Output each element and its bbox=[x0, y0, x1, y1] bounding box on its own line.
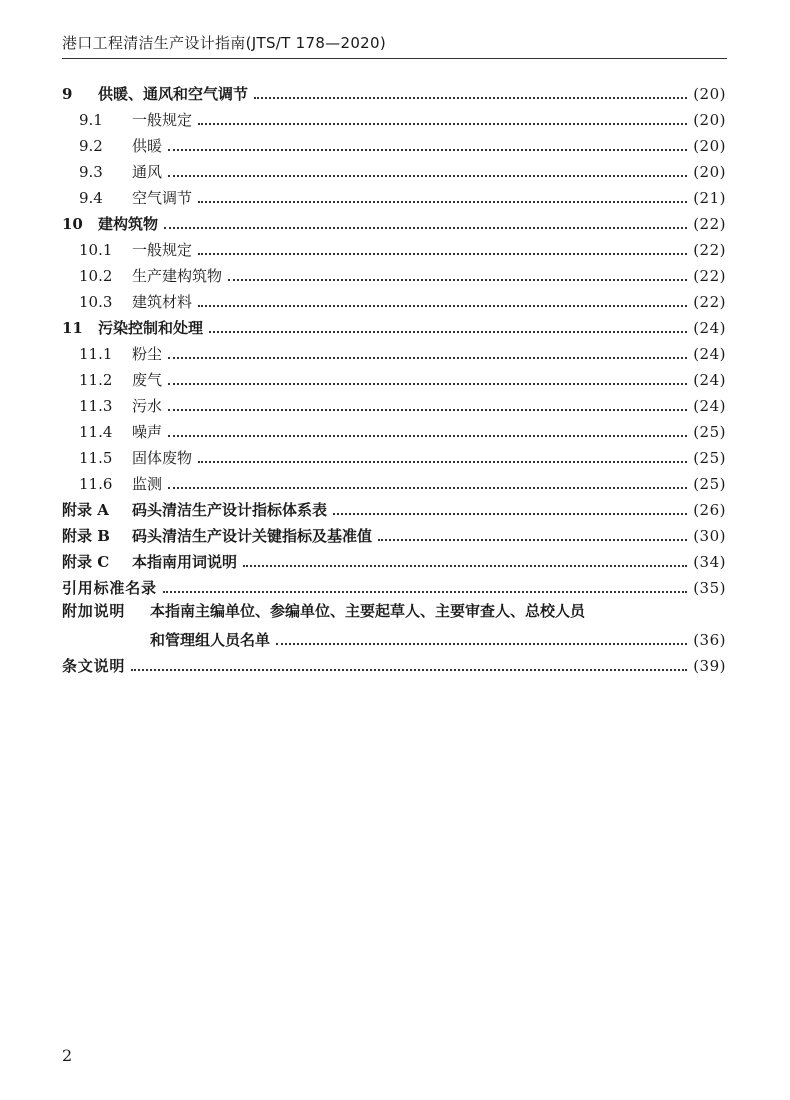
toc-number: 附录 C bbox=[62, 553, 110, 571]
toc-title: 废气 bbox=[132, 371, 163, 389]
toc-number: 11 bbox=[62, 319, 83, 337]
dot-leader bbox=[198, 201, 687, 203]
toc-number: 11.4 bbox=[79, 423, 113, 441]
toc-section-11-1[interactable] bbox=[62, 338, 726, 364]
toc-clause-explanation[interactable] bbox=[62, 650, 726, 676]
dot-leader bbox=[198, 305, 687, 307]
dot-leader bbox=[333, 513, 687, 515]
dot-leader bbox=[209, 331, 687, 333]
toc-title: 条文说明 bbox=[62, 657, 126, 675]
toc-page: (34) bbox=[693, 553, 726, 571]
dot-leader bbox=[168, 435, 687, 437]
toc-number: 9.4 bbox=[79, 189, 103, 207]
toc-page: (25) bbox=[693, 449, 726, 467]
toc-appendix-b[interactable] bbox=[62, 520, 726, 546]
toc-section-11-4[interactable] bbox=[62, 416, 726, 442]
toc-page: (22) bbox=[693, 241, 726, 259]
toc-page: (26) bbox=[693, 501, 726, 519]
toc-page: (24) bbox=[693, 319, 726, 337]
toc-title: 本指南用词说明 bbox=[132, 553, 238, 571]
running-header: 港口工程清洁生产设计指南(JTS/T 178—2020) bbox=[62, 32, 727, 59]
toc-page: (24) bbox=[693, 345, 726, 363]
toc-number: 11.5 bbox=[79, 449, 113, 467]
toc-number: 11.1 bbox=[79, 345, 113, 363]
toc-page: (22) bbox=[693, 215, 726, 233]
toc-title: 码头清洁生产设计指标体系表 bbox=[132, 501, 328, 519]
toc-page: (22) bbox=[693, 293, 726, 311]
toc-number: 9.2 bbox=[79, 137, 103, 155]
table-of-contents bbox=[62, 78, 726, 676]
toc-page: (20) bbox=[693, 163, 726, 181]
dot-leader bbox=[228, 279, 687, 281]
dot-leader bbox=[168, 487, 687, 489]
toc-title: 监测 bbox=[132, 475, 163, 493]
toc-section-9-4[interactable] bbox=[62, 182, 726, 208]
dot-leader bbox=[168, 409, 687, 411]
toc-page: (21) bbox=[693, 189, 726, 207]
toc-section-9-2[interactable] bbox=[62, 130, 726, 156]
dot-leader bbox=[198, 461, 687, 463]
toc-title: 供暖、通风和空气调节 bbox=[98, 85, 249, 103]
toc-title: 生产建构筑物 bbox=[132, 267, 223, 285]
toc-page: (20) bbox=[693, 111, 726, 129]
toc-number: 9 bbox=[62, 85, 73, 103]
dot-leader bbox=[254, 97, 687, 99]
toc-title-line-2: 和管理组人员名单 bbox=[150, 631, 271, 649]
toc-number: 附加说明 bbox=[62, 602, 126, 620]
toc-title: 噪声 bbox=[132, 423, 163, 441]
toc-page: (20) bbox=[693, 137, 726, 155]
toc-number: 10.1 bbox=[79, 241, 113, 259]
toc-page: (24) bbox=[693, 397, 726, 415]
toc-title: 一般规定 bbox=[132, 111, 193, 129]
toc-section-11-6[interactable] bbox=[62, 468, 726, 494]
toc-title: 空气调节 bbox=[132, 189, 193, 207]
toc-chapter-10[interactable] bbox=[62, 208, 726, 234]
toc-page: (24) bbox=[693, 371, 726, 389]
toc-section-9-1[interactable] bbox=[62, 104, 726, 130]
toc-section-11-2[interactable] bbox=[62, 364, 726, 390]
toc-page: (39) bbox=[693, 657, 726, 675]
toc-section-11-5[interactable] bbox=[62, 442, 726, 468]
toc-chapter-9[interactable] bbox=[62, 78, 726, 104]
dot-leader bbox=[168, 357, 687, 359]
toc-title: 固体废物 bbox=[132, 449, 193, 467]
toc-title: 污水 bbox=[132, 397, 163, 415]
dot-leader bbox=[168, 383, 687, 385]
toc-title: 通风 bbox=[132, 163, 163, 181]
dot-leader bbox=[131, 669, 687, 671]
toc-referenced-standards[interactable] bbox=[62, 572, 726, 598]
toc-number: 11.2 bbox=[79, 371, 113, 389]
toc-page: (36) bbox=[693, 631, 726, 649]
toc-page: (35) bbox=[693, 579, 726, 597]
toc-additional-notes[interactable] bbox=[62, 598, 726, 650]
toc-number: 9.3 bbox=[79, 163, 103, 181]
toc-title: 一般规定 bbox=[132, 241, 193, 259]
toc-title-line-1: 本指南主编单位、参编单位、主要起草人、主要审查人、总校人员 bbox=[150, 602, 586, 620]
toc-title: 引用标准名录 bbox=[62, 579, 157, 597]
toc-number: 10.2 bbox=[79, 267, 113, 285]
toc-title: 供暖 bbox=[132, 137, 163, 155]
toc-title: 粉尘 bbox=[132, 345, 163, 363]
dot-leader bbox=[378, 539, 687, 541]
dot-leader bbox=[168, 175, 687, 177]
toc-page: (25) bbox=[693, 423, 726, 441]
dot-leader bbox=[243, 565, 687, 567]
toc-number: 10 bbox=[62, 215, 83, 233]
toc-number: 11.3 bbox=[79, 397, 113, 415]
dot-leader bbox=[163, 591, 687, 593]
toc-page: (20) bbox=[693, 85, 726, 103]
toc-number: 11.6 bbox=[79, 475, 113, 493]
toc-title: 建筑材料 bbox=[132, 293, 193, 311]
page-number: 2 bbox=[62, 1046, 73, 1065]
dot-leader bbox=[198, 253, 687, 255]
toc-number: 附录 B bbox=[62, 527, 110, 545]
toc-number: 附录 A bbox=[62, 501, 109, 519]
toc-page: (22) bbox=[693, 267, 726, 285]
toc-section-10-3[interactable] bbox=[62, 286, 726, 312]
dot-leader bbox=[168, 149, 687, 151]
toc-chapter-11[interactable] bbox=[62, 312, 726, 338]
toc-appendix-c[interactable] bbox=[62, 546, 726, 572]
dot-leader bbox=[276, 643, 687, 645]
toc-number: 10.3 bbox=[79, 293, 113, 311]
dot-leader bbox=[198, 123, 687, 125]
toc-page: (25) bbox=[693, 475, 726, 493]
toc-section-9-3[interactable] bbox=[62, 156, 726, 182]
toc-section-10-2[interactable] bbox=[62, 260, 726, 286]
dot-leader bbox=[164, 227, 687, 229]
toc-section-10-1[interactable] bbox=[62, 234, 726, 260]
toc-number: 9.1 bbox=[79, 111, 103, 129]
toc-appendix-a[interactable] bbox=[62, 494, 726, 520]
toc-title: 码头清洁生产设计关键指标及基准值 bbox=[132, 527, 373, 545]
toc-title: 建构筑物 bbox=[98, 215, 159, 233]
toc-section-11-3[interactable] bbox=[62, 390, 726, 416]
toc-title: 污染控制和处理 bbox=[98, 319, 204, 337]
toc-page: (30) bbox=[693, 527, 726, 545]
